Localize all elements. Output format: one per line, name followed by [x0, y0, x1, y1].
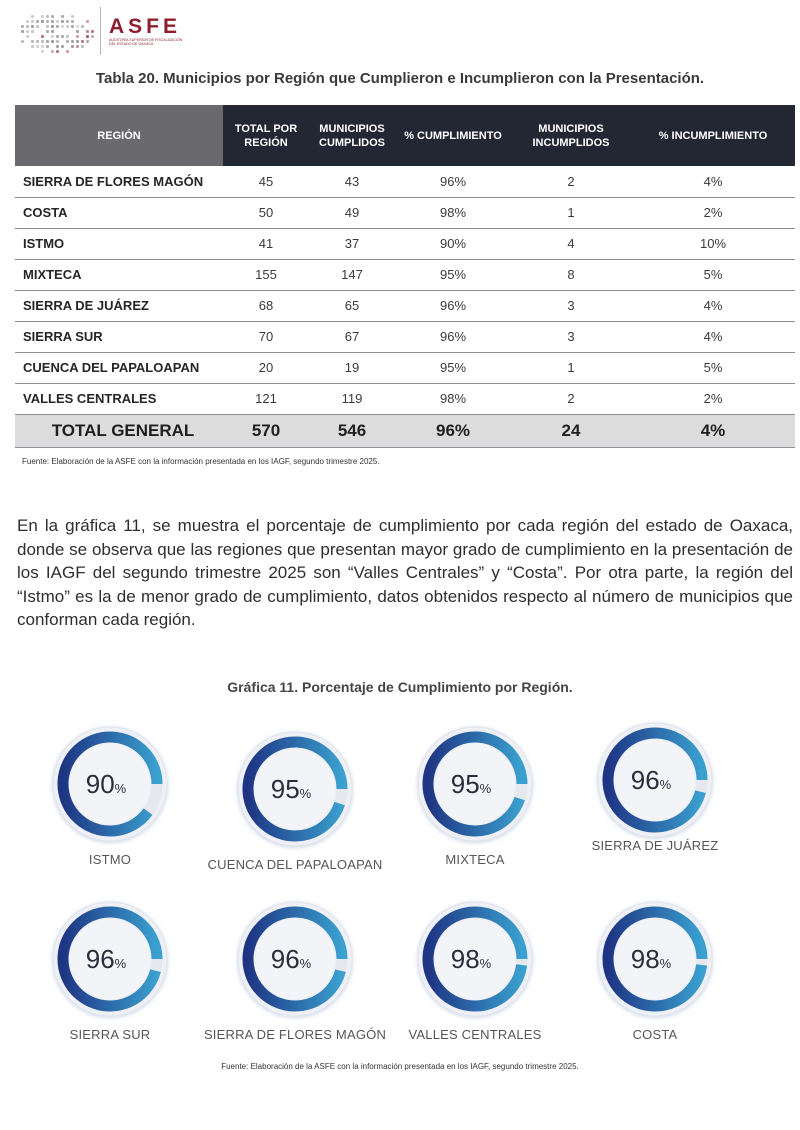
table-cell: 2: [511, 166, 631, 197]
table-cell: 98%: [395, 383, 511, 414]
table-cell: 98%: [395, 197, 511, 228]
table-row: [15, 290, 795, 321]
table-cell: 147: [309, 259, 395, 290]
gauge-ring: [233, 897, 357, 1021]
table-title: Tabla 20. Municipios por Región que Cumplieron e Incumplieron con la Presentación.: [95, 70, 705, 87]
chart-source-note: Fuente: Elaboración de la ASFE con la información presentada en los IAGF, segundo trimestre 2025.: [221, 1062, 579, 1071]
table-row: [15, 352, 795, 383]
gauge-item: [195, 897, 395, 1042]
table-cell: 2%: [631, 383, 795, 414]
region-name-cell: SIERRA SUR: [15, 321, 223, 352]
gauge-ring: [233, 727, 357, 851]
gauge-category-label: MIXTECA: [445, 852, 505, 867]
logo-title: ASFE: [109, 14, 182, 38]
gauge-value: 96: [270, 944, 300, 974]
table-cell: 155: [223, 259, 309, 290]
table-cell: 95%: [395, 259, 511, 290]
logo-divider: [100, 7, 101, 55]
table-cell: 41: [223, 228, 309, 259]
gauge-item: [555, 897, 755, 1042]
gauge-item: [10, 722, 210, 867]
table-cell: 50: [223, 197, 309, 228]
total-cell: 4%: [631, 414, 795, 447]
total-cell: 96%: [395, 414, 511, 447]
gauge-unit: %: [479, 956, 492, 971]
gauge-ring: [593, 718, 717, 842]
table-total-row: [15, 414, 795, 447]
table-row: [15, 228, 795, 259]
table-cell: 1: [511, 352, 631, 383]
table-cell: 2%: [631, 197, 795, 228]
total-cell: 570: [223, 414, 309, 447]
gauge-unit: %: [114, 781, 127, 796]
gauge-value: 95: [270, 774, 300, 804]
table-source-note: Fuente: Elaboración de la ASFE con la información presentada en los IAGF, segundo trimestre 2025.: [22, 457, 380, 466]
asfe-logo: [14, 6, 184, 56]
gauge-ring: [48, 897, 172, 1021]
table-cell: 121: [223, 383, 309, 414]
table-cell: 3: [511, 321, 631, 352]
table-cell: 43: [309, 166, 395, 197]
table-cell: 3: [511, 290, 631, 321]
table-cell: 20: [223, 352, 309, 383]
gauge-value: 98: [630, 944, 660, 974]
table-cell: 68: [223, 290, 309, 321]
gauge-unit: %: [479, 781, 492, 796]
gauge-item: [375, 722, 575, 867]
gauge-category-label: CUENCA DEL PAPALOAPAN: [207, 857, 383, 872]
table-cell: 19: [309, 352, 395, 383]
table-cell: 5%: [631, 352, 795, 383]
table-cell: 96%: [395, 290, 511, 321]
col-header-cumplidos: MUNICIPIOS CUMPLIDOS: [309, 105, 395, 166]
table-cell: 70: [223, 321, 309, 352]
gauge-unit: %: [659, 777, 672, 792]
gauge-item: [375, 897, 575, 1042]
table-cell: 90%: [395, 228, 511, 259]
gauge-unit: %: [659, 956, 672, 971]
table-cell: 4: [511, 228, 631, 259]
gauge-value: 95: [450, 769, 480, 799]
region-name-cell: ISTMO: [15, 228, 223, 259]
total-cell: 546: [309, 414, 395, 447]
total-label: TOTAL GENERAL: [15, 414, 223, 447]
table-cell: 67: [309, 321, 395, 352]
gauge-ring: [593, 897, 717, 1021]
table-row: [15, 321, 795, 352]
gauge-category-label: SIERRA DE FLORES MAGÓN: [203, 1027, 387, 1042]
gauge-ring: [413, 722, 537, 846]
table-row: [15, 197, 795, 228]
table-cell: 96%: [395, 166, 511, 197]
region-name-cell: SIERRA DE JUÁREZ: [15, 290, 223, 321]
gauge-item: [555, 718, 755, 853]
gauge-unit: %: [299, 956, 312, 971]
gauge-value: 96: [85, 944, 115, 974]
gauge-item: [10, 897, 210, 1042]
gauge-ring: [48, 722, 172, 846]
region-name-cell: MIXTECA: [15, 259, 223, 290]
logo-dots-icon: [14, 8, 94, 54]
region-name-cell: CUENCA DEL PAPALOAPAN: [15, 352, 223, 383]
gauge-unit: %: [114, 956, 127, 971]
col-header-region: REGIÓN: [15, 105, 223, 166]
gauge-category-label: COSTA: [632, 1027, 678, 1042]
table-cell: 49: [309, 197, 395, 228]
logo-subtitle: AUDITORÍA SUPERIOR DE FISCALIZACIÓN DEL ESTADO DE OAXACA: [109, 37, 183, 46]
table-cell: 119: [309, 383, 395, 414]
gauge-category-label: ISTMO: [88, 852, 132, 867]
table-cell: 37: [309, 228, 395, 259]
col-header-total: TOTAL POR REGIÓN: [223, 105, 309, 166]
col-header-pct-incumplimiento: % INCUMPLIMIENTO: [631, 105, 795, 166]
body-paragraph: En la gráfica 11, se muestra el porcentaje de cumplimiento por cada región del estado de Oaxaca, donde se observa que las regiones que presentan mayor grado de cumplimiento en la presentación de los IAGF del segundo trimestre 2025 son “Valles Centrales” y “Costa”. Por otra parte, la región del “Istmo” es la de menor grado de cumplimiento, datos obtenidos respecto al número de municipios que conforman cada región.: [17, 516, 793, 629]
table-cell: 10%: [631, 228, 795, 259]
table-header-row: [15, 105, 795, 166]
table-row: [15, 259, 795, 290]
table-row: [15, 166, 795, 197]
gauge-value: 90: [85, 769, 115, 799]
gauge-value: 98: [450, 944, 480, 974]
table-cell: 4%: [631, 290, 795, 321]
table-row: [15, 383, 795, 414]
gauge-category-label: SIERRA DE JUÁREZ: [591, 838, 719, 853]
region-name-cell: SIERRA DE FLORES MAGÓN: [15, 166, 223, 197]
table-cell: 95%: [395, 352, 511, 383]
table-cell: 45: [223, 166, 309, 197]
gauge-ring: [413, 897, 537, 1021]
gauge-item: [195, 727, 395, 872]
table-cell: 2: [511, 383, 631, 414]
region-name-cell: VALLES CENTRALES: [15, 383, 223, 414]
table-cell: 1: [511, 197, 631, 228]
gauge-category-label: VALLES CENTRALES: [408, 1027, 542, 1042]
chart-title: Gráfica 11. Porcentaje de Cumplimiento por Región.: [227, 679, 573, 695]
total-cell: 24: [511, 414, 631, 447]
region-table: [15, 105, 795, 448]
table-cell: 65: [309, 290, 395, 321]
region-name-cell: COSTA: [15, 197, 223, 228]
table-cell: 96%: [395, 321, 511, 352]
table-cell: 5%: [631, 259, 795, 290]
table-cell: 4%: [631, 321, 795, 352]
table-cell: 8: [511, 259, 631, 290]
gauge-value: 96: [630, 765, 660, 795]
table-cell: 4%: [631, 166, 795, 197]
col-header-incumplidos: MUNICIPIOS INCUMPLIDOS: [511, 105, 631, 166]
col-header-pct-cumplimiento: % CUMPLIMIENTO: [395, 105, 511, 166]
gauge-unit: %: [299, 786, 312, 801]
gauge-category-label: SIERRA SUR: [69, 1027, 151, 1042]
